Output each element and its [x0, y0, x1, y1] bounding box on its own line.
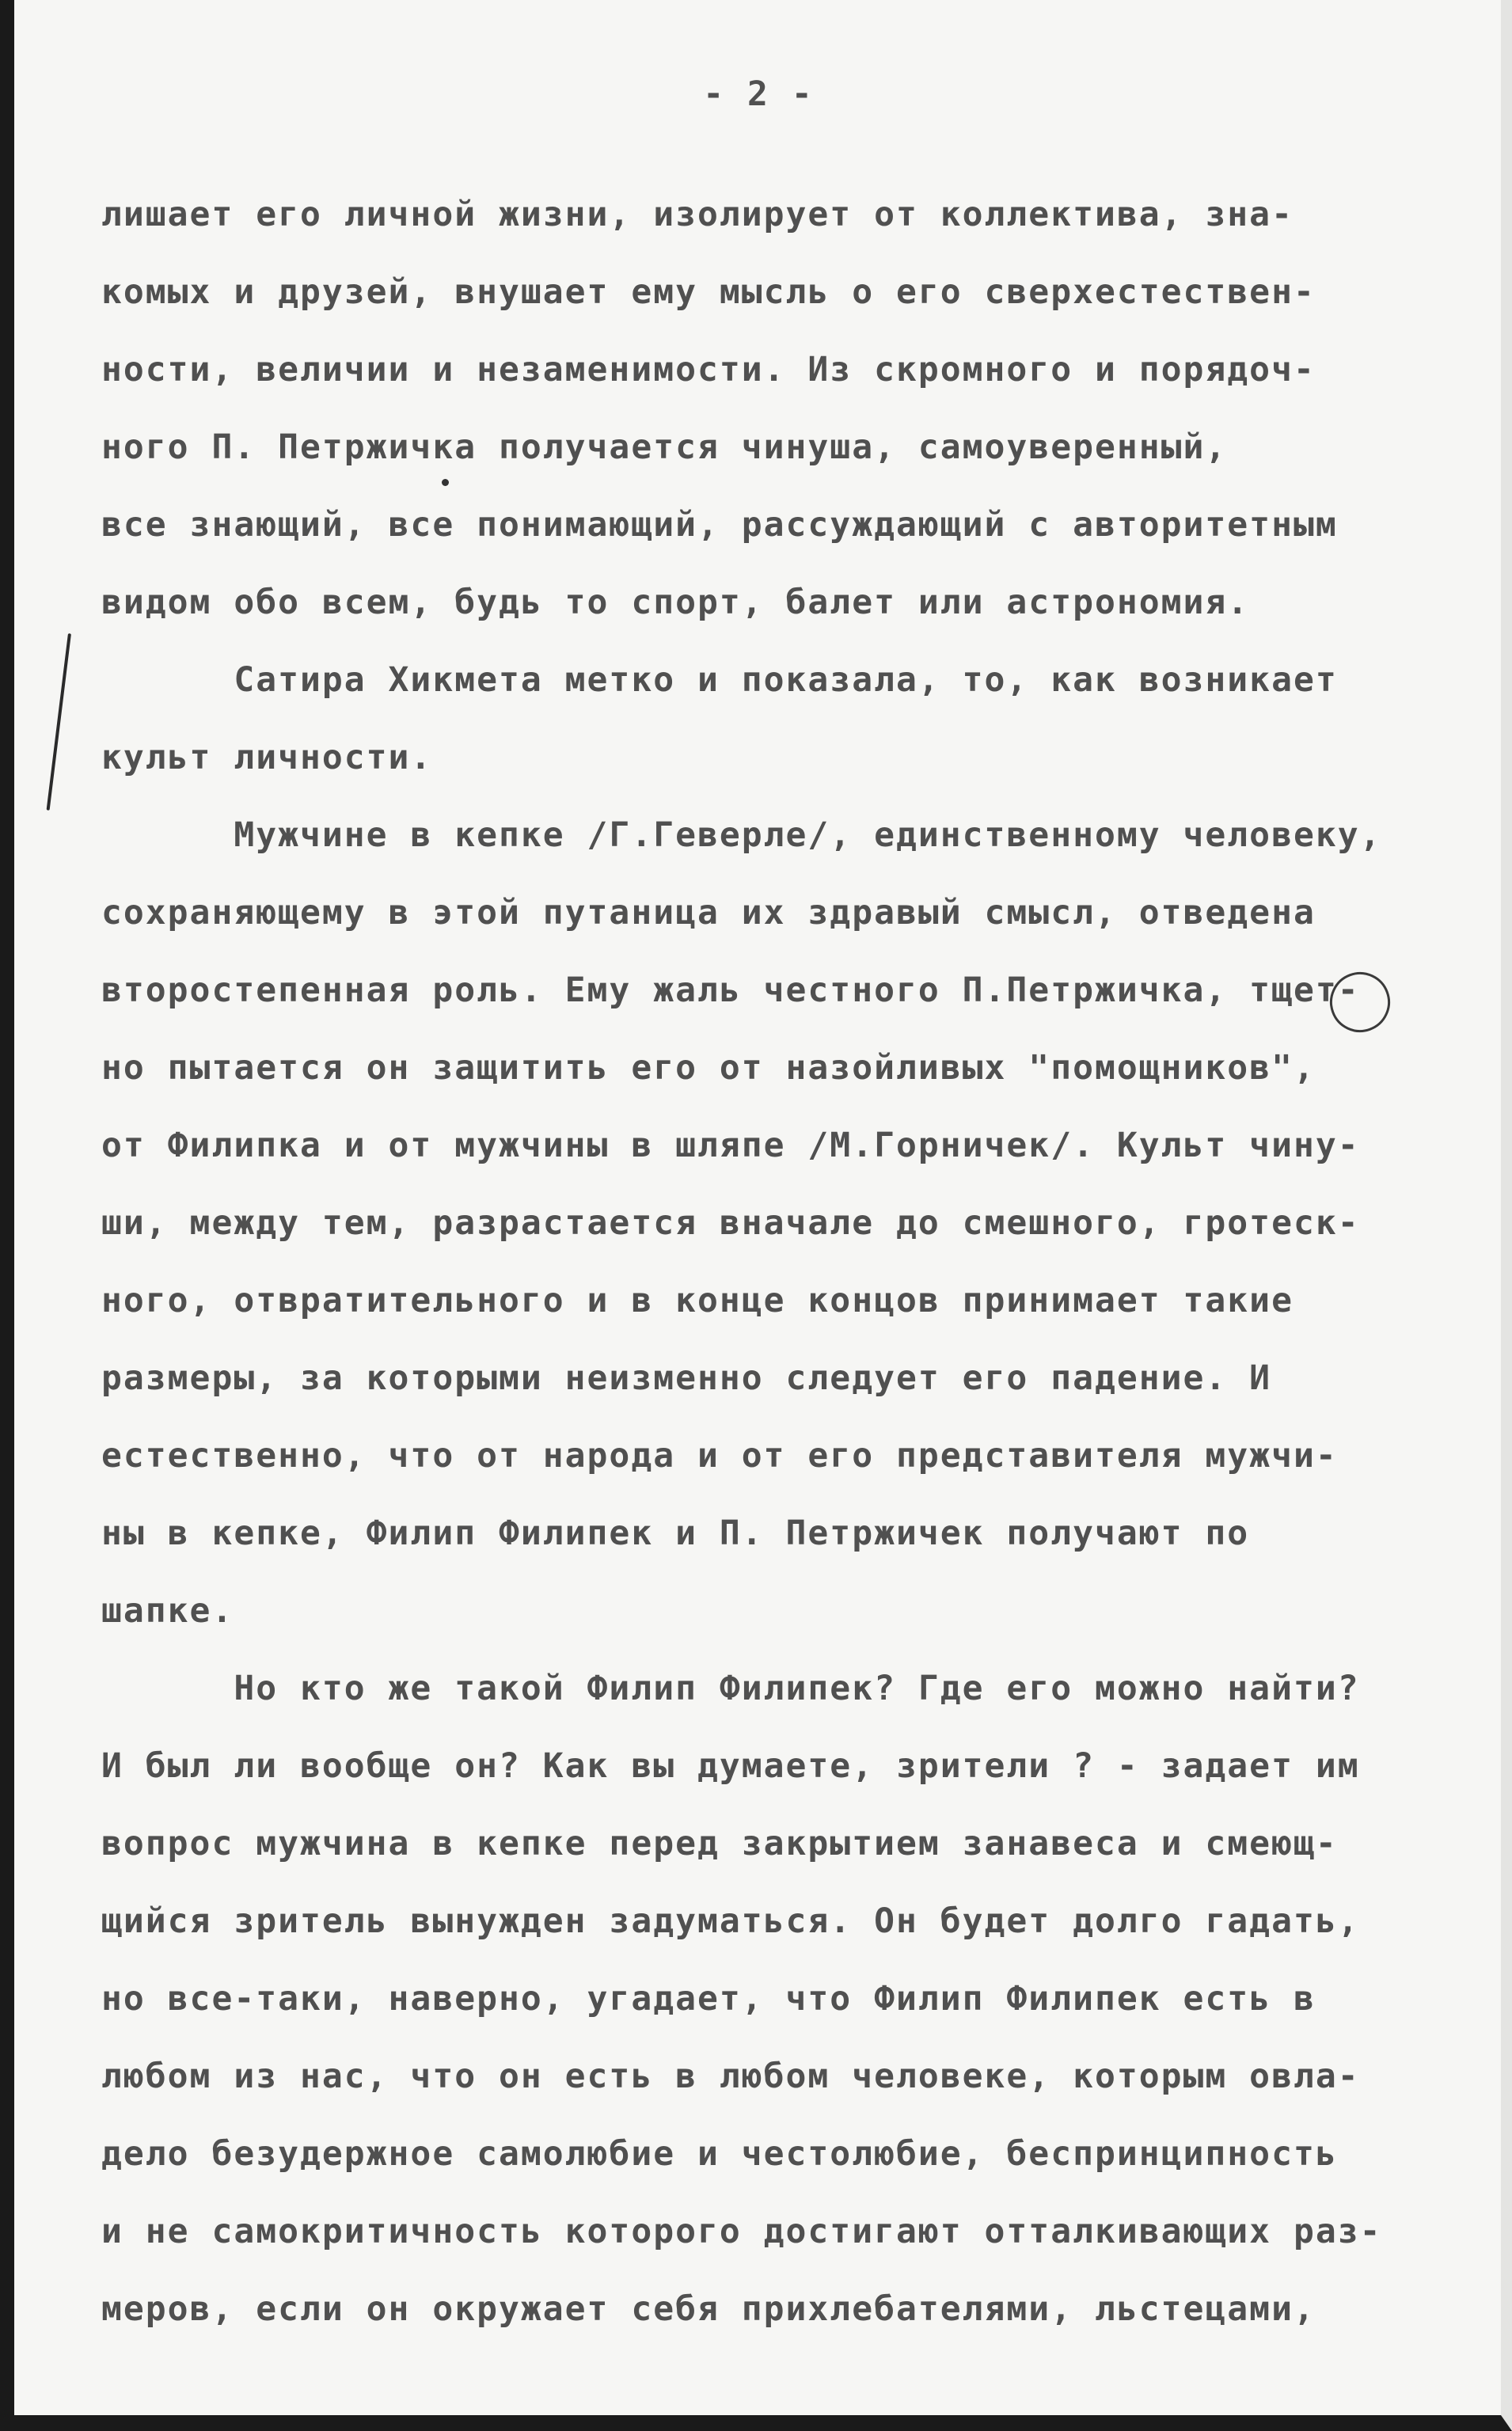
- text-line: видом обо всем, будь то спорт, балет или астрономия.: [101, 583, 1250, 622]
- text-line: шапке.: [101, 1591, 234, 1631]
- page-number: - 2 -: [703, 74, 814, 114]
- text-line: щийся зритель вынужден задуматься. Он будет долго гадать,: [101, 1901, 1360, 1941]
- text-line: Сатира Хикмета метко и показала, то, как возникает: [101, 660, 1338, 700]
- text-line: ны в кепке, Филип Филипек и П. Петржичек получают по: [101, 1514, 1250, 1553]
- ink-dot: [442, 479, 449, 486]
- margin-pencil-mark: [47, 633, 71, 811]
- text-line: вопрос мужчина в кепке перед закрытием занавеса и смеющ-: [101, 1824, 1338, 1863]
- text-line: ного П. Петржичка получается чинуша, самоуверенный,: [101, 427, 1228, 467]
- text-line: но все-таки, наверно, угадает, что Филип Филипек есть в: [101, 1979, 1316, 2019]
- text-line: дело безудержное самолюбие и честолюбие, беспринципность: [101, 2134, 1338, 2174]
- text-line: ности, величии и незаменимости. Из скромного и порядоч-: [101, 350, 1316, 389]
- text-line: размеры, за которыми неизменно следует его падение. И: [101, 1358, 1272, 1398]
- text-line: Но кто же такой Филип Филипек? Где его можно найти?: [101, 1669, 1360, 1708]
- text-line: Мужчине в кепке /Г.Геверле/, единственному человеку,: [101, 815, 1382, 855]
- text-line: лишает его личной жизни, изолирует от коллектива, зна-: [101, 195, 1294, 234]
- text-line: сохраняющему в этой путаница их здравый смысл, отведена: [101, 893, 1316, 933]
- text-line: ного, отвратительного и в конце концов принимает такие: [101, 1281, 1294, 1320]
- text-line: второстепенная роль. Ему жаль честного П.Петржичка, тщет-: [101, 971, 1360, 1010]
- text-line: комых и друзей, внушает ему мысль о его сверхестествен-: [101, 272, 1316, 312]
- text-line: и не самокритичность которого достигают отталкивающих раз-: [101, 2212, 1382, 2251]
- text-line: культ личности.: [101, 738, 433, 777]
- text-line: но пытается он защитить его от назойливых "помощников",: [101, 1048, 1316, 1088]
- text-line: любом из нас, что он есть в любом человеке, которым овла-: [101, 2057, 1360, 2096]
- text-line: все знающий, все понимающий, рассуждающий с авторитетным: [101, 505, 1338, 545]
- text-line: естественно, что от народа и от его представителя мужчи-: [101, 1436, 1338, 1476]
- text-line: от Филипка и от мужчины в шляпе /М.Горничек/. Культ чину-: [101, 1126, 1360, 1165]
- text-line: меров, если он окружает себя прихлебателями, льстецами,: [101, 2289, 1316, 2329]
- text-line: ши, между тем, разрастается вначале до смешного, гротеск-: [101, 1203, 1360, 1243]
- text-line: И был ли вообще он? Как вы думаете, зрители ? - задает им: [101, 1746, 1360, 1786]
